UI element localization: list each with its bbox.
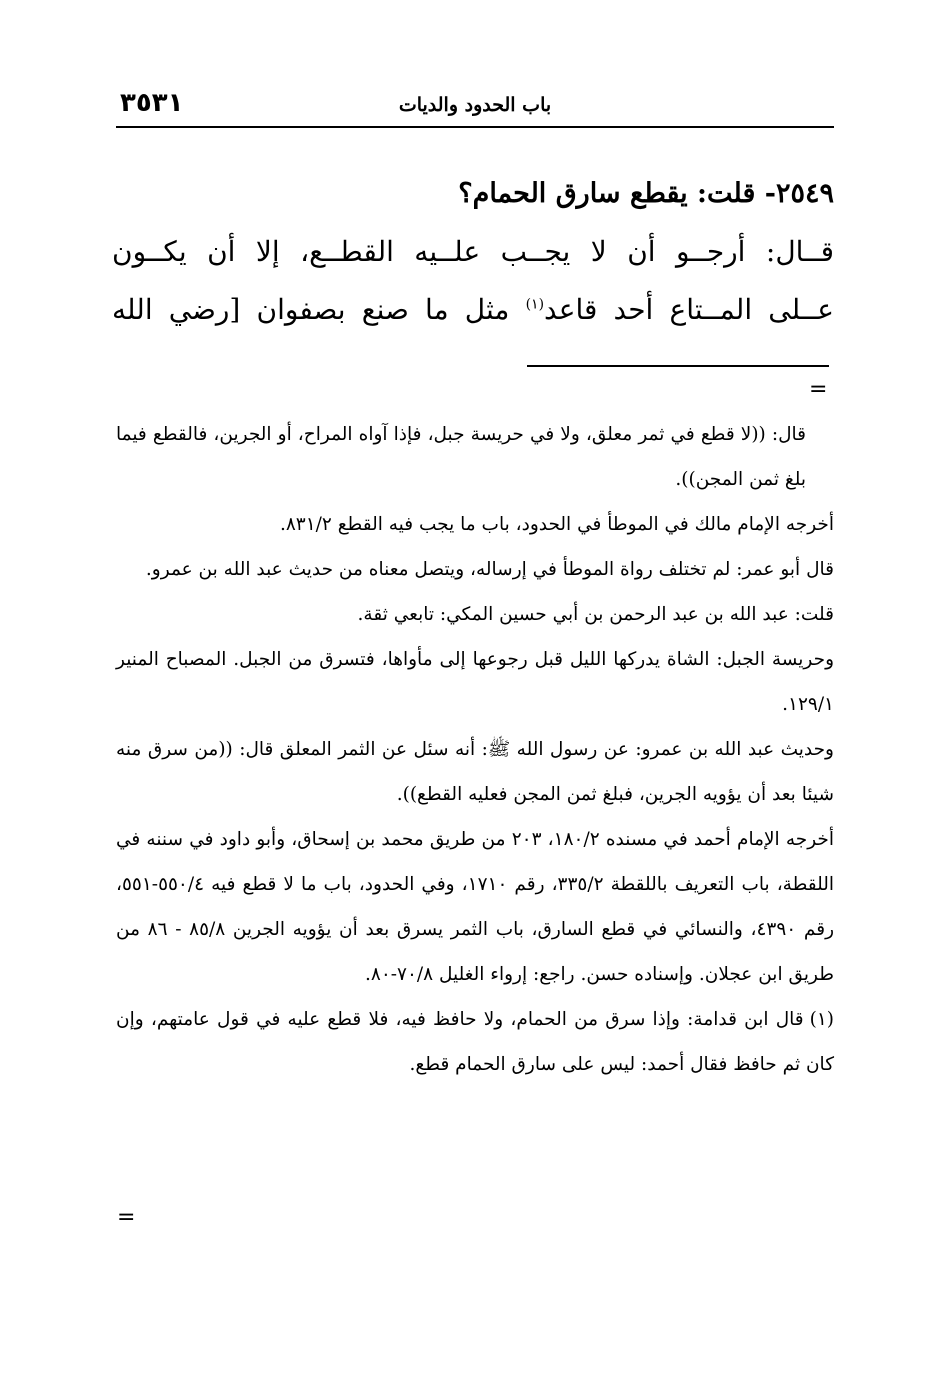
page-header <box>116 86 834 128</box>
page-number: ٣٥٣١ <box>120 88 184 118</box>
answer-line-2 <box>112 281 834 339</box>
note-paragraph: وحديث عبد الله بن عمرو: عن رسول الله ﷺ: أنه سئل عن الثمر المعلق قال: ((من سرق منه شيئا بعد أن يؤويه الجرين، فبلغ ثمن المجن فعليه القطع)). <box>116 739 834 805</box>
answer-line-2-end: مثل ما صنع بصفوان [رضي الله <box>112 293 526 326</box>
main-text <box>112 165 834 339</box>
note-paragraph: قال أبو عمر: لم تختلف رواة الموطأ في إرساله، ويتصل معناه من حديث عبد الله بن عمرو. <box>145 559 834 580</box>
footnote-1 <box>116 997 834 1087</box>
footnote-separator <box>527 365 829 367</box>
question-line <box>112 165 834 223</box>
question-text: قلت: يقطع سارق الحمام؟ <box>458 178 756 209</box>
running-title: باب الحدود والديات <box>398 94 552 116</box>
question-number: ٢٥٤٩- <box>764 178 834 209</box>
note-paragraph: أخرجه الإمام مالك في الموطأ في الحدود، باب ما يجب فيه القطع ٨٣١/٢. <box>279 514 834 535</box>
note-paragraph: وحريسة الجبل: الشاة يدركها الليل قبل رجوعها إلى مأواها، فتسرق من الجبل. المصباح المنير ١٢٩/١. <box>116 649 834 715</box>
note-paragraph: قال: ((لا قطع في ثمر معلق، ولا في حريسة جبل، فإذا آواه المراح، أو الجرين، فالقطع فيما بلغ ثمن المجن)). <box>116 424 806 490</box>
continuation-mark-bottom: = <box>117 1205 136 1230</box>
continuation-mark-top: = <box>809 377 828 402</box>
footnotes <box>116 412 834 1087</box>
answer-line-1: قــال: أرجــو أن لا يجــب علــيه القطــع، إلا أن يكــون <box>112 235 834 268</box>
footnote-reference: (١) <box>525 296 545 313</box>
answer-line-2-start: عــلى المــتاع أحد قاعد <box>544 293 834 326</box>
note-paragraph: قلت: عبد الله بن عبد الرحمن بن أبي حسين المكي: تابعي ثقة. <box>357 604 834 625</box>
footnote-1-text: قال ابن قدامة: وإذا سرق من الحمام، ولا حافظ فيه، فلا قطع عليه في قول عامتهم، وإن كان ثم حافظ فقال أحمد: ليس على سارق الحمام قطع. <box>116 1009 834 1075</box>
footnote-1-marker: (١) <box>809 1009 834 1030</box>
note-paragraph: أخرجه الإمام أحمد في مسنده ١٨٠/٢، ٢٠٣ من طريق محمد بن إسحاق، وأبو داود في سننه في اللقطة، باب التعريف باللقطة ٣٣٥/٢، رقم ١٧١٠، وفي الحدود، باب ما لا قطع فيه ٥٥٠/٤-٥٥١، رقم ٤٣٩٠، والنسائي في قطع السارق، باب الثمر يسرق بعد أن يؤويه الجرين ٨٥/٨ - ٨٦ من طريق ابن عجلان. وإسناده حسن. راجع: إرواء الغليل ٧٠/٨-٨٠. <box>116 829 835 985</box>
